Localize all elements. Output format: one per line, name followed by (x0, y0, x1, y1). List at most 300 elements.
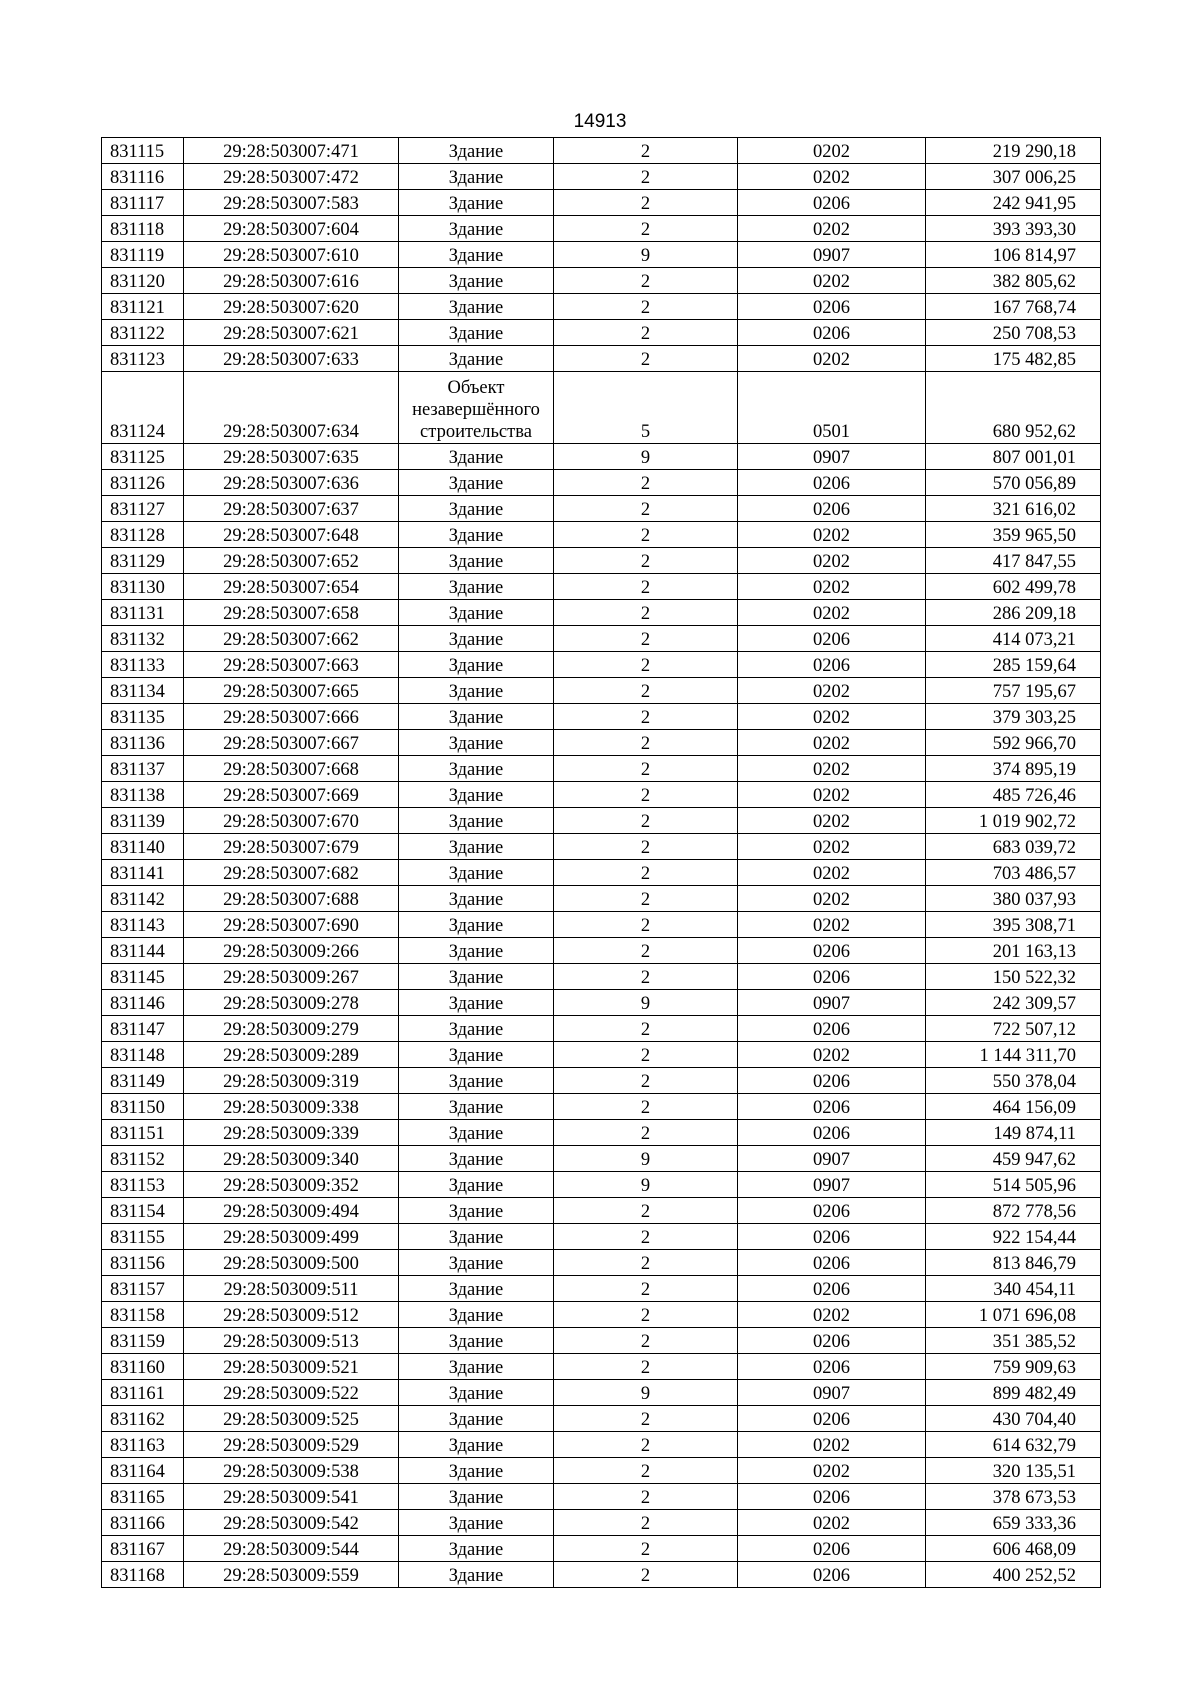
row-number-cell: 831129 (102, 548, 184, 574)
table-row (102, 1458, 1101, 1484)
group-code-cell: 0202 (738, 164, 926, 190)
cadastral-value-cell: 722 507,12 (926, 1016, 1101, 1042)
row-number-cell: 831153 (102, 1172, 184, 1198)
group-code-cell: 0202 (738, 808, 926, 834)
group-code-cell: 0206 (738, 1068, 926, 1094)
table-row (102, 626, 1101, 652)
cadastral-number-cell: 29:28:503009:340 (184, 1146, 399, 1172)
object-type-cell: Здание (399, 1354, 554, 1380)
row-number-cell: 831160 (102, 1354, 184, 1380)
cadastral-value-cell: 106 814,97 (926, 242, 1101, 268)
row-number-cell: 831146 (102, 990, 184, 1016)
table-row (102, 138, 1101, 164)
type-code-cell: 2 (554, 1354, 738, 1380)
table-row (102, 990, 1101, 1016)
row-number-cell: 831142 (102, 886, 184, 912)
cadastral-value-cell: 175 482,85 (926, 346, 1101, 372)
group-code-cell: 0907 (738, 1172, 926, 1198)
cadastral-value-cell: 570 056,89 (926, 470, 1101, 496)
group-code-cell: 0206 (738, 1198, 926, 1224)
type-code-cell: 2 (554, 1094, 738, 1120)
object-type-cell: Здание (399, 1484, 554, 1510)
object-type-cell: Здание (399, 138, 554, 164)
cadastral-value-cell: 149 874,11 (926, 1120, 1101, 1146)
type-code-cell: 2 (554, 1042, 738, 1068)
type-code-cell: 2 (554, 320, 738, 346)
cadastral-number-cell: 29:28:503007:610 (184, 242, 399, 268)
table-row (102, 1146, 1101, 1172)
cadastral-value-cell: 1 019 902,72 (926, 808, 1101, 834)
type-code-cell: 2 (554, 268, 738, 294)
cadastral-value-cell: 382 805,62 (926, 268, 1101, 294)
type-code-cell: 2 (554, 886, 738, 912)
object-type-cell: Здание (399, 678, 554, 704)
object-type-cell: Объект незавершённого строительства (399, 372, 554, 444)
cadastral-value-cell: 379 303,25 (926, 704, 1101, 730)
cadastral-number-cell: 29:28:503007:637 (184, 496, 399, 522)
group-code-cell: 0907 (738, 1146, 926, 1172)
type-code-cell: 2 (554, 600, 738, 626)
object-type-cell: Здание (399, 294, 554, 320)
cadastral-value-cell: 250 708,53 (926, 320, 1101, 346)
cadastral-number-cell: 29:28:503007:666 (184, 704, 399, 730)
row-number-cell: 831156 (102, 1250, 184, 1276)
type-code-cell: 2 (554, 522, 738, 548)
object-type-cell: Здание (399, 704, 554, 730)
type-code-cell: 2 (554, 860, 738, 886)
group-code-cell: 0202 (738, 782, 926, 808)
type-code-cell: 5 (554, 372, 738, 444)
object-type-cell: Здание (399, 1016, 554, 1042)
row-number-cell: 831125 (102, 444, 184, 470)
cadastral-number-cell: 29:28:503007:667 (184, 730, 399, 756)
table-row (102, 678, 1101, 704)
table-row (102, 164, 1101, 190)
cadastral-number-cell: 29:28:503007:648 (184, 522, 399, 548)
cadastral-value-cell: 759 909,63 (926, 1354, 1101, 1380)
type-code-cell: 9 (554, 1172, 738, 1198)
group-code-cell: 0206 (738, 1250, 926, 1276)
group-code-cell: 0206 (738, 1406, 926, 1432)
cadastral-value-cell: 872 778,56 (926, 1198, 1101, 1224)
object-type-cell: Здание (399, 216, 554, 242)
type-code-cell: 2 (554, 964, 738, 990)
cadastral-value-cell: 378 673,53 (926, 1484, 1101, 1510)
object-type-cell: Здание (399, 730, 554, 756)
group-code-cell: 0206 (738, 294, 926, 320)
row-number-cell: 831148 (102, 1042, 184, 1068)
group-code-cell: 0206 (738, 470, 926, 496)
type-code-cell: 2 (554, 1484, 738, 1510)
cadastral-value-cell: 286 209,18 (926, 600, 1101, 626)
table-row (102, 1042, 1101, 1068)
group-code-cell: 0202 (738, 216, 926, 242)
type-code-cell: 2 (554, 294, 738, 320)
type-code-cell: 2 (554, 912, 738, 938)
type-code-cell: 2 (554, 1276, 738, 1302)
cadastral-number-cell: 29:28:503009:542 (184, 1510, 399, 1536)
cadastral-number-cell: 29:28:503009:499 (184, 1224, 399, 1250)
cadastral-value-cell: 430 704,40 (926, 1406, 1101, 1432)
group-code-cell: 0206 (738, 1276, 926, 1302)
cadastral-number-cell: 29:28:503007:682 (184, 860, 399, 886)
object-type-cell: Здание (399, 1458, 554, 1484)
cadastral-value-table (101, 137, 1101, 1588)
cadastral-value-cell: 592 966,70 (926, 730, 1101, 756)
row-number-cell: 831123 (102, 346, 184, 372)
type-code-cell: 9 (554, 1380, 738, 1406)
row-number-cell: 831119 (102, 242, 184, 268)
row-number-cell: 831164 (102, 1458, 184, 1484)
row-number-cell: 831124 (102, 372, 184, 444)
cadastral-number-cell: 29:28:503009:512 (184, 1302, 399, 1328)
type-code-cell: 2 (554, 782, 738, 808)
type-code-cell: 2 (554, 1068, 738, 1094)
row-number-cell: 831115 (102, 138, 184, 164)
table-row (102, 1562, 1101, 1588)
cadastral-value-cell: 242 941,95 (926, 190, 1101, 216)
type-code-cell: 2 (554, 138, 738, 164)
row-number-cell: 831117 (102, 190, 184, 216)
type-code-cell: 2 (554, 808, 738, 834)
row-number-cell: 831141 (102, 860, 184, 886)
table-row (102, 1068, 1101, 1094)
object-type-cell: Здание (399, 1042, 554, 1068)
type-code-cell: 2 (554, 190, 738, 216)
object-type-cell: Здание (399, 860, 554, 886)
object-type-cell: Здание (399, 522, 554, 548)
object-type-cell: Здание (399, 190, 554, 216)
group-code-cell: 0202 (738, 730, 926, 756)
cadastral-value-cell: 683 039,72 (926, 834, 1101, 860)
table-row (102, 1224, 1101, 1250)
cadastral-value-cell: 201 163,13 (926, 938, 1101, 964)
cadastral-value-cell: 464 156,09 (926, 1094, 1101, 1120)
cadastral-number-cell: 29:28:503007:583 (184, 190, 399, 216)
cadastral-number-cell: 29:28:503007:604 (184, 216, 399, 242)
group-code-cell: 0202 (738, 756, 926, 782)
cadastral-number-cell: 29:28:503009:544 (184, 1536, 399, 1562)
group-code-cell: 0206 (738, 1562, 926, 1588)
cadastral-number-cell: 29:28:503009:319 (184, 1068, 399, 1094)
type-code-cell: 2 (554, 834, 738, 860)
row-number-cell: 831127 (102, 496, 184, 522)
group-code-cell: 0206 (738, 190, 926, 216)
cadastral-value-cell: 321 616,02 (926, 496, 1101, 522)
row-number-cell: 831132 (102, 626, 184, 652)
cadastral-number-cell: 29:28:503007:636 (184, 470, 399, 496)
table-row (102, 964, 1101, 990)
row-number-cell: 831133 (102, 652, 184, 678)
row-number-cell: 831157 (102, 1276, 184, 1302)
type-code-cell: 2 (554, 626, 738, 652)
object-type-cell: Здание (399, 964, 554, 990)
table-row (102, 1094, 1101, 1120)
cadastral-number-cell: 29:28:503009:559 (184, 1562, 399, 1588)
cadastral-value-cell: 899 482,49 (926, 1380, 1101, 1406)
cadastral-number-cell: 29:28:503007:669 (184, 782, 399, 808)
object-type-cell: Здание (399, 1094, 554, 1120)
cadastral-number-cell: 29:28:503007:690 (184, 912, 399, 938)
cadastral-value-cell: 400 252,52 (926, 1562, 1101, 1588)
group-code-cell: 0206 (738, 320, 926, 346)
group-code-cell: 0206 (738, 1016, 926, 1042)
cadastral-number-cell: 29:28:503007:616 (184, 268, 399, 294)
table-row (102, 242, 1101, 268)
row-number-cell: 831145 (102, 964, 184, 990)
row-number-cell: 831131 (102, 600, 184, 626)
group-code-cell: 0202 (738, 1510, 926, 1536)
cadastral-number-cell: 29:28:503009:352 (184, 1172, 399, 1198)
object-type-cell: Здание (399, 1302, 554, 1328)
cadastral-value-cell: 320 135,51 (926, 1458, 1101, 1484)
row-number-cell: 831126 (102, 470, 184, 496)
cadastral-value-cell: 807 001,01 (926, 444, 1101, 470)
type-code-cell: 9 (554, 242, 738, 268)
cadastral-value-cell: 1 071 696,08 (926, 1302, 1101, 1328)
table-row (102, 834, 1101, 860)
type-code-cell: 2 (554, 938, 738, 964)
type-code-cell: 2 (554, 164, 738, 190)
object-type-cell: Здание (399, 1146, 554, 1172)
group-code-cell: 0202 (738, 1432, 926, 1458)
row-number-cell: 831135 (102, 704, 184, 730)
cadastral-value-cell: 393 393,30 (926, 216, 1101, 242)
cadastral-number-cell: 29:28:503007:635 (184, 444, 399, 470)
cadastral-value-cell: 606 468,09 (926, 1536, 1101, 1562)
table-row (102, 652, 1101, 678)
table-row (102, 938, 1101, 964)
object-type-cell: Здание (399, 164, 554, 190)
cadastral-number-cell: 29:28:503009:538 (184, 1458, 399, 1484)
group-code-cell: 0202 (738, 1042, 926, 1068)
row-number-cell: 831134 (102, 678, 184, 704)
cadastral-number-cell: 29:28:503007:665 (184, 678, 399, 704)
group-code-cell: 0907 (738, 1380, 926, 1406)
group-code-cell: 0206 (738, 1224, 926, 1250)
object-type-cell: Здание (399, 1380, 554, 1406)
row-number-cell: 831168 (102, 1562, 184, 1588)
type-code-cell: 9 (554, 444, 738, 470)
group-code-cell: 0206 (738, 1328, 926, 1354)
cadastral-number-cell: 29:28:503007:633 (184, 346, 399, 372)
group-code-cell: 0206 (738, 626, 926, 652)
object-type-cell: Здание (399, 268, 554, 294)
table-row (102, 1406, 1101, 1432)
group-code-cell: 0202 (738, 704, 926, 730)
group-code-cell: 0206 (738, 1354, 926, 1380)
table-row (102, 496, 1101, 522)
table-row (102, 470, 1101, 496)
object-type-cell: Здание (399, 496, 554, 522)
cadastral-value-cell: 1 144 311,70 (926, 1042, 1101, 1068)
object-type-cell: Здание (399, 1068, 554, 1094)
row-number-cell: 831120 (102, 268, 184, 294)
type-code-cell: 2 (554, 574, 738, 600)
group-code-cell: 0202 (738, 522, 926, 548)
table-row (102, 1276, 1101, 1302)
type-code-cell: 2 (554, 548, 738, 574)
row-number-cell: 831147 (102, 1016, 184, 1042)
cadastral-number-cell: 29:28:503007:662 (184, 626, 399, 652)
cadastral-value-cell: 374 895,19 (926, 756, 1101, 782)
cadastral-number-cell: 29:28:503009:511 (184, 1276, 399, 1302)
cadastral-value-cell: 414 073,21 (926, 626, 1101, 652)
table-row (102, 320, 1101, 346)
table-row (102, 1172, 1101, 1198)
group-code-cell: 0206 (738, 1094, 926, 1120)
cadastral-number-cell: 29:28:503007:688 (184, 886, 399, 912)
object-type-cell: Здание (399, 1120, 554, 1146)
row-number-cell: 831161 (102, 1380, 184, 1406)
group-code-cell: 0501 (738, 372, 926, 444)
cadastral-number-cell: 29:28:503007:634 (184, 372, 399, 444)
object-type-cell: Здание (399, 1198, 554, 1224)
object-type-cell: Здание (399, 1536, 554, 1562)
cadastral-value-cell: 340 454,11 (926, 1276, 1101, 1302)
row-number-cell: 831150 (102, 1094, 184, 1120)
cadastral-value-cell: 659 333,36 (926, 1510, 1101, 1536)
cadastral-number-cell: 29:28:503009:513 (184, 1328, 399, 1354)
type-code-cell: 2 (554, 496, 738, 522)
cadastral-number-cell: 29:28:503007:679 (184, 834, 399, 860)
cadastral-value-cell: 813 846,79 (926, 1250, 1101, 1276)
type-code-cell: 2 (554, 216, 738, 242)
cadastral-value-cell: 307 006,25 (926, 164, 1101, 190)
object-type-cell: Здание (399, 470, 554, 496)
cadastral-number-cell: 29:28:503007:663 (184, 652, 399, 678)
table-row (102, 1328, 1101, 1354)
cadastral-number-cell: 29:28:503009:279 (184, 1016, 399, 1042)
table-row (102, 1302, 1101, 1328)
cadastral-number-cell: 29:28:503007:668 (184, 756, 399, 782)
object-type-cell: Здание (399, 1250, 554, 1276)
object-type-cell: Здание (399, 1406, 554, 1432)
object-type-cell: Здание (399, 574, 554, 600)
object-type-cell: Здание (399, 756, 554, 782)
cadastral-value-cell: 614 632,79 (926, 1432, 1101, 1458)
cadastral-number-cell: 29:28:503007:652 (184, 548, 399, 574)
object-type-cell: Здание (399, 834, 554, 860)
row-number-cell: 831163 (102, 1432, 184, 1458)
type-code-cell: 2 (554, 1016, 738, 1042)
group-code-cell: 0907 (738, 242, 926, 268)
group-code-cell: 0907 (738, 444, 926, 470)
row-number-cell: 831165 (102, 1484, 184, 1510)
object-type-cell: Здание (399, 626, 554, 652)
cadastral-value-cell: 757 195,67 (926, 678, 1101, 704)
cadastral-number-cell: 29:28:503009:339 (184, 1120, 399, 1146)
object-type-cell: Здание (399, 600, 554, 626)
table-row (102, 782, 1101, 808)
table-row (102, 1120, 1101, 1146)
type-code-cell: 2 (554, 1458, 738, 1484)
group-code-cell: 0206 (738, 1484, 926, 1510)
table-row (102, 548, 1101, 574)
type-code-cell: 2 (554, 1406, 738, 1432)
row-number-cell: 831158 (102, 1302, 184, 1328)
cadastral-number-cell: 29:28:503007:471 (184, 138, 399, 164)
row-number-cell: 831154 (102, 1198, 184, 1224)
row-number-cell: 831151 (102, 1120, 184, 1146)
table-row (102, 346, 1101, 372)
type-code-cell: 2 (554, 730, 738, 756)
table-row (102, 444, 1101, 470)
cadastral-number-cell: 29:28:503009:289 (184, 1042, 399, 1068)
cadastral-number-cell: 29:28:503009:529 (184, 1432, 399, 1458)
group-code-cell: 0202 (738, 138, 926, 164)
type-code-cell: 2 (554, 1510, 738, 1536)
cadastral-number-cell: 29:28:503007:654 (184, 574, 399, 600)
row-number-cell: 831159 (102, 1328, 184, 1354)
cadastral-number-cell: 29:28:503007:658 (184, 600, 399, 626)
row-number-cell: 831155 (102, 1224, 184, 1250)
group-code-cell: 0202 (738, 1458, 926, 1484)
group-code-cell: 0907 (738, 990, 926, 1016)
cadastral-value-cell: 514 505,96 (926, 1172, 1101, 1198)
cadastral-number-cell: 29:28:503007:670 (184, 808, 399, 834)
type-code-cell: 2 (554, 1432, 738, 1458)
group-code-cell: 0202 (738, 268, 926, 294)
cadastral-number-cell: 29:28:503007:472 (184, 164, 399, 190)
cadastral-value-cell: 703 486,57 (926, 860, 1101, 886)
object-type-cell: Здание (399, 1432, 554, 1458)
object-type-cell: Здание (399, 1510, 554, 1536)
table-row (102, 1198, 1101, 1224)
cadastral-value-cell: 219 290,18 (926, 138, 1101, 164)
object-type-cell: Здание (399, 1224, 554, 1250)
table-row (102, 1432, 1101, 1458)
type-code-cell: 2 (554, 470, 738, 496)
cadastral-value-cell: 602 499,78 (926, 574, 1101, 600)
table-row (102, 1536, 1101, 1562)
table-body (102, 138, 1101, 1588)
cadastral-number-cell: 29:28:503009:522 (184, 1380, 399, 1406)
table-row (102, 1380, 1101, 1406)
group-code-cell: 0202 (738, 600, 926, 626)
object-type-cell: Здание (399, 320, 554, 346)
type-code-cell: 2 (554, 1536, 738, 1562)
cadastral-value-cell: 167 768,74 (926, 294, 1101, 320)
cadastral-number-cell: 29:28:503009:541 (184, 1484, 399, 1510)
type-code-cell: 2 (554, 1250, 738, 1276)
object-type-cell: Здание (399, 782, 554, 808)
cadastral-number-cell: 29:28:503009:267 (184, 964, 399, 990)
table-row (102, 600, 1101, 626)
row-number-cell: 831139 (102, 808, 184, 834)
cadastral-number-cell: 29:28:503007:621 (184, 320, 399, 346)
type-code-cell: 9 (554, 1146, 738, 1172)
cadastral-value-cell: 485 726,46 (926, 782, 1101, 808)
table-row (102, 522, 1101, 548)
type-code-cell: 2 (554, 1224, 738, 1250)
group-code-cell: 0202 (738, 346, 926, 372)
cadastral-value-cell: 351 385,52 (926, 1328, 1101, 1354)
type-code-cell: 2 (554, 1198, 738, 1224)
cadastral-number-cell: 29:28:503009:278 (184, 990, 399, 1016)
cadastral-value-cell: 150 522,32 (926, 964, 1101, 990)
cadastral-value-cell: 680 952,62 (926, 372, 1101, 444)
row-number-cell: 831162 (102, 1406, 184, 1432)
group-code-cell: 0202 (738, 834, 926, 860)
object-type-cell: Здание (399, 990, 554, 1016)
table-row (102, 756, 1101, 782)
row-number-cell: 831128 (102, 522, 184, 548)
table-row (102, 1016, 1101, 1042)
cadastral-value-cell: 242 309,57 (926, 990, 1101, 1016)
row-number-cell: 831130 (102, 574, 184, 600)
row-number-cell: 831144 (102, 938, 184, 964)
